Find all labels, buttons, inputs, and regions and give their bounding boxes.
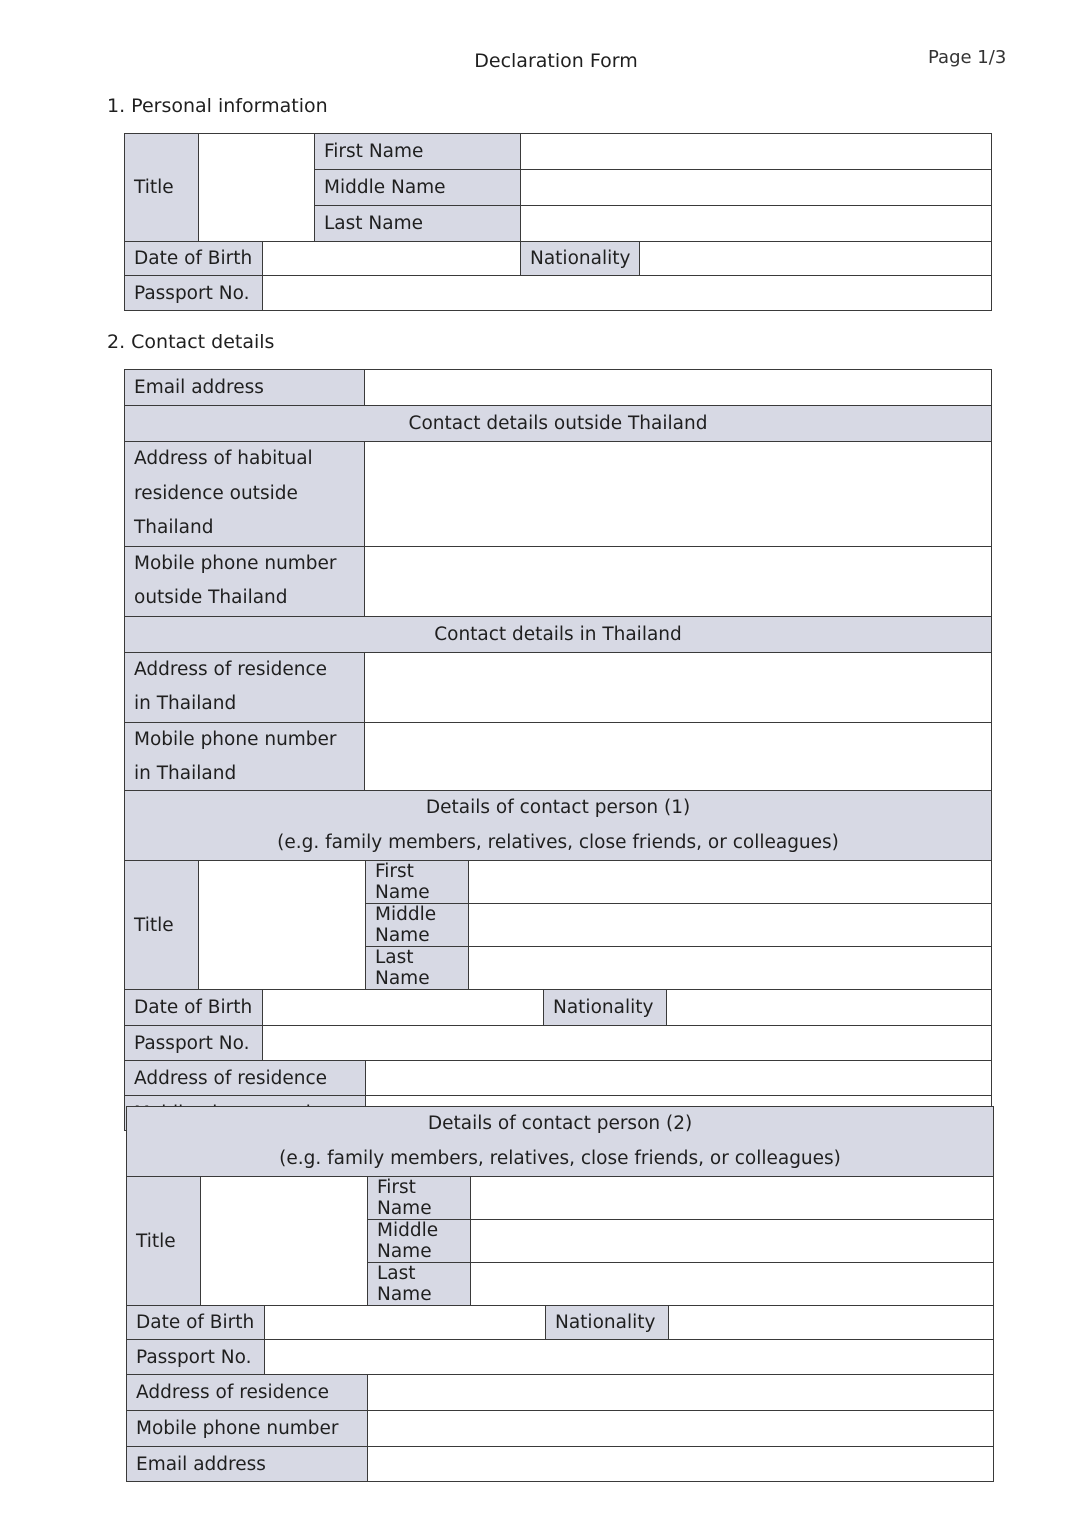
cp2-title-field[interactable] xyxy=(201,1177,368,1306)
title-label: Title xyxy=(125,134,199,242)
contact-person-2-table xyxy=(126,1106,994,1482)
cp1-middle-name-label: Middle Name xyxy=(366,904,469,947)
cp2-address-label: Address of residence xyxy=(127,1375,368,1411)
cp1-passport-field[interactable] xyxy=(263,1026,992,1061)
nationality-label: Nationality xyxy=(521,242,640,276)
cp2-address-field[interactable] xyxy=(368,1375,994,1411)
middle-name-label: Middle Name xyxy=(315,170,521,206)
cp1-address-label: Address of residence xyxy=(125,1061,366,1096)
cp1-passport-label: Passport No. xyxy=(125,1026,263,1061)
contact-person-1-header xyxy=(125,791,992,861)
habitual-address-label-line: Address of habitual xyxy=(134,448,313,469)
contact-person-1-table xyxy=(124,790,992,1131)
email-label: Email address xyxy=(125,370,365,406)
first-name-label: First Name xyxy=(315,134,521,170)
mobile-outside-label xyxy=(125,546,365,616)
contact-details-table xyxy=(124,369,992,793)
contact-person-1-header-title: Details of contact person (1) xyxy=(425,797,691,818)
cp1-address-field[interactable] xyxy=(366,1061,992,1096)
habitual-address-field[interactable] xyxy=(365,442,992,547)
cp2-first-name-label: First Name xyxy=(368,1177,471,1220)
contact-person-2-header xyxy=(127,1107,994,1177)
habitual-address-label xyxy=(125,442,365,547)
last-name-label: Last Name xyxy=(315,206,521,242)
cp1-nationality-label: Nationality xyxy=(544,990,667,1026)
cp2-first-name-field[interactable] xyxy=(471,1177,994,1220)
mobile-in-thailand-label xyxy=(125,722,365,792)
mobile-in-thailand-label-line: in Thailand xyxy=(134,763,237,784)
habitual-address-label-line: residence outside xyxy=(134,482,298,504)
cp2-nationality-label: Nationality xyxy=(546,1306,669,1340)
date-of-birth-field[interactable] xyxy=(263,242,521,276)
contact-person-2-header-hint: (e.g. family members, relatives, close friends, or colleagues) xyxy=(279,1147,841,1169)
passport-field[interactable] xyxy=(263,276,992,311)
mobile-outside-field[interactable] xyxy=(365,546,992,616)
cp1-nationality-field[interactable] xyxy=(667,990,992,1026)
address-in-thailand-label xyxy=(125,652,365,722)
cp1-middle-name-field[interactable] xyxy=(469,904,992,947)
personal-information-table xyxy=(124,133,992,311)
nationality-field[interactable] xyxy=(640,242,992,276)
cp2-middle-name-field[interactable] xyxy=(471,1220,994,1263)
cp2-date-of-birth-label: Date of Birth xyxy=(127,1306,265,1340)
address-in-thailand-field[interactable] xyxy=(365,652,992,722)
passport-label: Passport No. xyxy=(125,276,263,311)
email-field[interactable] xyxy=(365,370,992,406)
last-name-field[interactable] xyxy=(521,206,992,242)
cp1-title-label: Title xyxy=(125,861,199,990)
cp2-title-label: Title xyxy=(127,1177,201,1306)
outside-thailand-header: Contact details outside Thailand xyxy=(125,406,992,442)
contact-person-2-header-title: Details of contact person (2) xyxy=(427,1113,693,1134)
cp1-date-of-birth-label: Date of Birth xyxy=(125,990,263,1026)
cp2-last-name-field[interactable] xyxy=(471,1263,994,1306)
cp2-passport-label: Passport No. xyxy=(127,1340,265,1375)
habitual-address-label-line: Thailand xyxy=(134,517,214,538)
contact-person-1-header-hint: (e.g. family members, relatives, close friends, or colleagues) xyxy=(277,831,839,853)
mobile-in-thailand-label-line: Mobile phone number xyxy=(134,728,337,750)
title-field[interactable] xyxy=(199,134,315,242)
date-of-birth-label: Date of Birth xyxy=(125,242,263,276)
section-contact-details-heading: 2. Contact details xyxy=(107,331,275,353)
mobile-outside-label-line: outside Thailand xyxy=(134,587,288,608)
cp1-title-field[interactable] xyxy=(199,861,366,990)
in-thailand-header: Contact details in Thailand xyxy=(125,616,992,652)
cp1-last-name-label: Last Name xyxy=(366,947,469,990)
cp2-middle-name-label: Middle Name xyxy=(368,1220,471,1263)
cp1-date-of-birth-field[interactable] xyxy=(263,990,544,1026)
mobile-in-thailand-field[interactable] xyxy=(365,722,992,792)
cp2-email-field[interactable] xyxy=(368,1447,994,1482)
cp1-first-name-field[interactable] xyxy=(469,861,992,904)
middle-name-field[interactable] xyxy=(521,170,992,206)
address-in-thailand-label-line: Address of residence xyxy=(134,658,328,680)
section-personal-information-heading: 1. Personal information xyxy=(107,95,328,117)
form-title: Declaration Form xyxy=(474,50,638,72)
cp2-mobile-label: Mobile phone number xyxy=(127,1411,368,1447)
cp1-first-name-label: First Name xyxy=(366,861,469,904)
first-name-field[interactable] xyxy=(521,134,992,170)
cp2-nationality-field[interactable] xyxy=(669,1306,994,1340)
page-number: Page 1/3 xyxy=(928,47,1007,68)
cp2-last-name-label: Last Name xyxy=(368,1263,471,1306)
cp2-mobile-field[interactable] xyxy=(368,1411,994,1447)
cp1-last-name-field[interactable] xyxy=(469,947,992,990)
cp2-email-label: Email address xyxy=(127,1447,368,1482)
address-in-thailand-label-line: in Thailand xyxy=(134,693,237,714)
mobile-outside-label-line: Mobile phone number xyxy=(134,552,337,574)
cp2-passport-field[interactable] xyxy=(265,1340,994,1375)
cp2-date-of-birth-field[interactable] xyxy=(265,1306,546,1340)
